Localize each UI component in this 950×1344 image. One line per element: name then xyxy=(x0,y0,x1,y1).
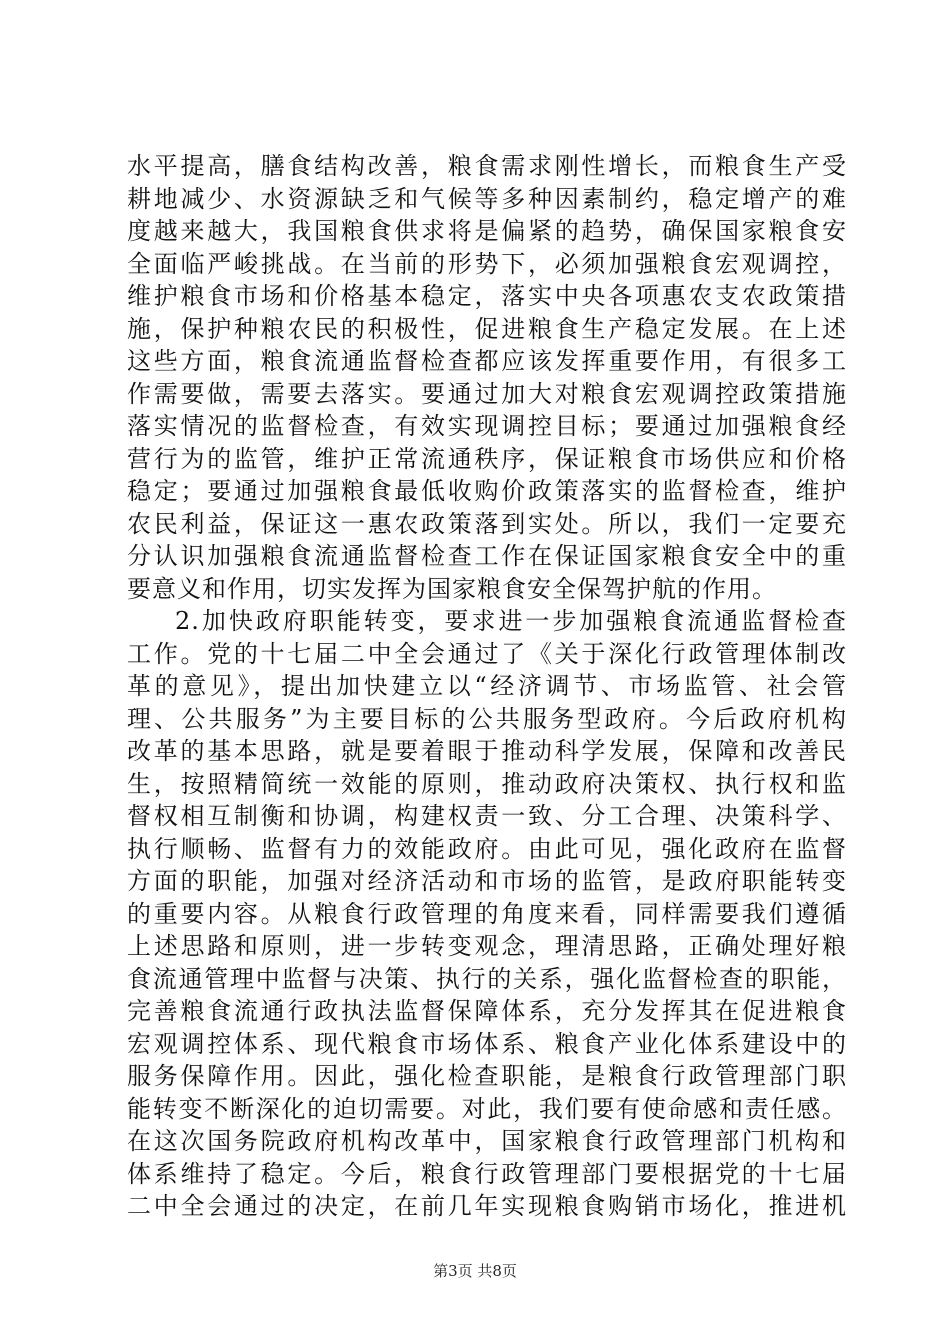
text-line: 维护粮食市场和价格基本稳定，落实中央各项惠农支农政策措 xyxy=(127,282,847,310)
text-line: 在这次国务院政府机构改革中，国家粮食行政管理部门机构和 xyxy=(127,1127,847,1155)
text-line: 革的意见》，提出加快建立以“经济调节、市场监管、社会管 xyxy=(127,672,847,700)
text-line: 要意义和作用，切实发挥为国家粮食安全保驾护航的作用。 xyxy=(127,574,777,603)
text-line: 度越来越大，我国粮食供求将是偏紧的趋势，确保国家粮食安 xyxy=(127,217,847,245)
text-line: 能转变不断深化的迫切需要。对此，我们要有使命感和责任感。 xyxy=(127,1094,847,1123)
text-line: 营行为的监管，维护正常流通秩序，保证粮食市场供应和价格 xyxy=(127,444,847,473)
text-line: 落实情况的监督检查，有效实现调控目标；要通过加强粮食经 xyxy=(127,412,847,440)
text-line: 完善粮食流通行政执法监督保障体系，充分发挥其在促进粮食 xyxy=(127,997,847,1025)
text-line: 2.加快政府职能转变，要求进一步加强粮食流通监督检查 xyxy=(175,607,847,635)
text-line: 督权相互制衡和协调，构建权责一致、分工合理、决策科学、 xyxy=(127,802,847,830)
text-line: 宏观调控体系、现代粮食市场体系、粮食产业化体系建设中的 xyxy=(127,1029,847,1058)
text-line: 水平提高，膳食结构改善，粮食需求刚性增长，而粮食生产受 xyxy=(127,152,847,180)
text-line: 耕地减少、水资源缺乏和气候等多种因素制约，稳定增产的难 xyxy=(127,184,847,213)
text-line: 农民利益，保证这一惠农政策落到实处。所以，我们一定要充 xyxy=(127,509,847,538)
text-line: 作需要做，需要去落实。要通过加大对粮食宏观调控政策措施 xyxy=(127,379,847,408)
text-line: 分认识加强粮食流通监督检查工作在保证国家粮食安全中的重 xyxy=(127,542,847,570)
text-line: 这些方面，粮食流通监督检查都应该发挥重要作用，有很多工 xyxy=(127,347,847,375)
text-line: 改革的基本思路，就是要着眼于推动科学发展，保障和改善民 xyxy=(127,737,847,765)
text-line: 服务保障作用。因此，强化检查职能，是粮食行政管理部门职 xyxy=(127,1062,847,1090)
text-line: 食流通管理中监督与决策、执行的关系，强化监督检查的职能， xyxy=(127,964,847,993)
text-line: 的重要内容。从粮食行政管理的角度来看，同样需要我们遵循 xyxy=(127,899,847,928)
text-line: 工作。党的十七届二中全会通过了《关于深化行政管理体制改 xyxy=(127,639,847,668)
text-line: 理、公共服务”为主要目标的公共服务型政府。今后政府机构 xyxy=(127,704,847,733)
text-line: 施，保护种粮农民的积极性，促进粮食生产稳定发展。在上述 xyxy=(127,314,847,343)
text-line: 执行顺畅、监督有力的效能政府。由此可见，强化政府在监督 xyxy=(127,834,847,863)
page-number-footer: 第3页 共8页 xyxy=(433,1262,517,1280)
text-line: 生，按照精简统一效能的原则，推动政府决策权、执行权和监 xyxy=(127,769,847,798)
text-line: 方面的职能，加强对经济活动和市场的监管，是政府职能转变 xyxy=(127,867,847,895)
text-line: 上述思路和原则，进一步转变观念，理清思路，正确处理好粮 xyxy=(127,932,847,960)
document-body xyxy=(127,150,847,1223)
text-line: 全面临严峻挑战。在当前的形势下，必须加强粮食宏观调控， xyxy=(127,249,847,278)
text-line: 稳定；要通过加强粮食最低收购价政策落实的监督检查，维护 xyxy=(127,477,847,505)
text-line: 二中全会通过的决定，在前几年实现粮食购销市场化，推进机 xyxy=(127,1192,847,1220)
text-line: 体系维持了稳定。今后，粮食行政管理部门要根据党的十七届 xyxy=(127,1159,847,1188)
